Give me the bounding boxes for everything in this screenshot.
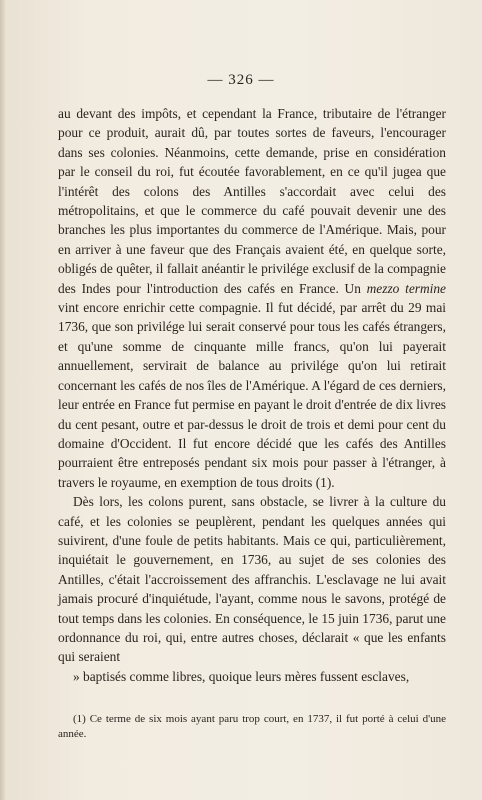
footnote — [58, 712, 446, 742]
paragraph-2 — [58, 492, 446, 686]
page-binding-shadow — [0, 0, 6, 800]
paragraph-2-quote-line: » baptisés comme libres, quoique leurs mères fussent esclaves, — [73, 668, 410, 684]
body-text — [58, 104, 446, 686]
paragraph-1-text-before: au devant des impôts, et cependant la France, tributaire de l'étranger pour ce produit, aurait dû, par toutes sortes de faveurs, l'encourager dans ses colonies. Néanmoins, cette demande, prise en considération par le conseil du roi, fut écoutée favorablement, en ce qu'il jugea que l'intérêt des colons des Antilles s'accordait avec celui des métropolitains, et que le commerce du café pouvait devenir une des branches les plus importantes du commerce de l'Amérique. Mais, pour en arriver à une faveur que des Français avaient été, en quelque sorte, obligés de quêter, il fallait anéantir le privilége exclusif de la compagnie des Indes pour l'introduction des cafés en France. Un — [58, 106, 446, 296]
page-number: — 326 — — [207, 72, 275, 88]
paragraph-1-text-after: vint encore enrichir cette compagnie. Il fut décidé, par arrêt du 29 mai 1736, que son privilége lui serait conservé pour tous les cafés étrangers, et qu'une somme de cinquante mille francs, qu'on lui payerait annuellement, servirait de balance au privilége qu'on lui retirait concernant les cafés de nos îles de l'Amérique. A l'égard de ces derniers, leur entrée en France fut permise en payant le droit d'entrée de dix livres du cent pesant, outre et par-dessus le droit de trois et demi pour cent du domaine d'Occident. Il fut encore décidé que les cafés des Antilles pourraient être entreposés pendant six mois pour passer à l'étranger, à travers le royaume, en exemption de tous droits (1). — [58, 300, 446, 490]
paragraph-2-text: Dès lors, les colons purent, sans obstacle, se livrer à la culture du café, et les colonies se peuplèrent, pendant les quelques années qui suivirent, d'une foule de petits habitants. Mais ce qui, particulièrement, inquiétait le gouvernement, en 1736, au sujet de ses colonies des Antilles, c'était l'accroissement des affranchis. L'esclavage ne lui avait jamais procuré d'inquiétude, l'ayant, comme nous le savons, protégé de tout temps dans les colonies. En conséquence, le 15 juin 1736, parut une ordonnance du roi, qui, entre autres choses, déclarait « que les enfants qui seraient — [58, 494, 446, 665]
paragraph-1 — [58, 104, 446, 492]
footnote-text: (1) Ce terme de six mois ayant paru trop court, en 1737, il fut porté à celui d'une année. — [58, 713, 446, 740]
italic-phrase: mezzo termine — [366, 280, 446, 296]
